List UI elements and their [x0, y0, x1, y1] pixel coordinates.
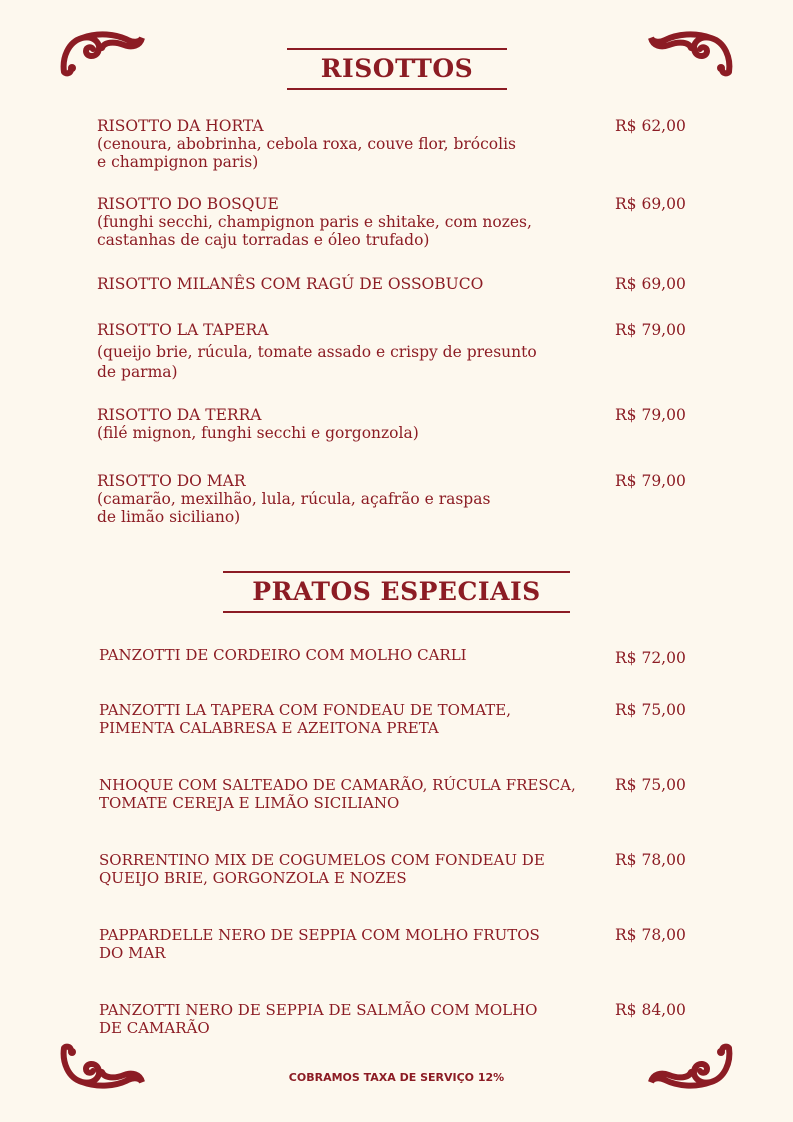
scroll-ornament-icon	[58, 1042, 146, 1092]
menu-item	[99, 1001, 699, 1037]
item-name: RISOTTO DO BOSQUE	[97, 195, 279, 213]
scroll-ornament-icon	[647, 28, 735, 78]
menu-item	[97, 117, 697, 171]
menu-item	[97, 406, 697, 442]
item-name: PANZOTTI DE CORDEIRO COM MOLHO CARLI	[99, 646, 467, 664]
item-price: R$ 84,00	[615, 1001, 686, 1019]
service-fee-note: COBRAMOS TAXA DE SERVIÇO 12%	[288, 1071, 505, 1084]
item-name: RISOTTO LA TAPERA	[97, 321, 269, 339]
item-price: R$ 69,00	[615, 275, 686, 293]
item-price: R$ 72,00	[615, 649, 686, 667]
item-price: R$ 75,00	[615, 776, 686, 794]
menu-item	[99, 926, 699, 962]
item-price: R$ 69,00	[615, 195, 686, 213]
menu-item	[97, 195, 697, 249]
item-price: R$ 78,00	[615, 851, 686, 869]
menu-item	[97, 321, 697, 382]
item-price: R$ 78,00	[615, 926, 686, 944]
item-name: RISOTTO DA HORTA	[97, 117, 264, 135]
item-description: (funghi secchi, champignon paris e shitake, com nozes, castanhas de caju torradas e óleo trufado)	[97, 213, 532, 249]
item-name: NHOQUE COM SALTEADO DE CAMARÃO, RÚCULA FRESCA, TOMATE CEREJA E LIMÃO SICILIANO	[99, 776, 576, 812]
item-name: PANZOTTI NERO DE SEPPIA DE SALMÃO COM MOLHO DE CAMARÃO	[99, 1001, 538, 1037]
item-price: R$ 79,00	[615, 321, 686, 339]
item-description: (camarão, mexilhão, lula, rúcula, açafrão e raspas de limão siciliano)	[97, 490, 491, 526]
item-price: R$ 79,00	[615, 406, 686, 424]
menu-item	[99, 646, 699, 667]
item-name: SORRENTINO MIX DE COGUMELOS COM FONDEAU DE QUEIJO BRIE, GORGONZOLA E NOZES	[99, 851, 545, 887]
item-name: RISOTTO MILANÊS COM RAGÚ DE OSSOBUCO	[97, 275, 484, 293]
item-name: RISOTTO DO MAR	[97, 472, 246, 490]
menu-item	[99, 701, 699, 737]
item-name: PAPPARDELLE NERO DE SEPPIA COM MOLHO FRUTOS DO MAR	[99, 926, 540, 962]
item-description: (filé mignon, funghi secchi e gorgonzola)	[97, 424, 419, 442]
menu-item	[97, 275, 697, 293]
section-title-pratos-especiais: PRATOS ESPECIAIS	[223, 571, 570, 613]
menu-item	[99, 851, 699, 887]
scroll-ornament-icon	[647, 1042, 735, 1092]
item-price: R$ 62,00	[615, 117, 686, 135]
item-description: (queijo brie, rúcula, tomate assado e crispy de presunto de parma)	[97, 343, 537, 381]
item-name: RISOTTO DA TERRA	[97, 406, 262, 424]
menu-item	[97, 472, 697, 526]
scroll-ornament-icon	[58, 28, 146, 78]
item-price: R$ 79,00	[615, 472, 686, 490]
item-description: (cenoura, abobrinha, cebola roxa, couve flor, brócolis e champignon paris)	[97, 135, 516, 171]
item-price: R$ 75,00	[615, 701, 686, 719]
section-title-risottos: RISOTTOS	[287, 48, 507, 90]
menu-item	[99, 776, 699, 812]
item-name: PANZOTTI LA TAPERA COM FONDEAU DE TOMATE, PIMENTA CALABRESA E AZEITONA PRETA	[99, 701, 511, 737]
